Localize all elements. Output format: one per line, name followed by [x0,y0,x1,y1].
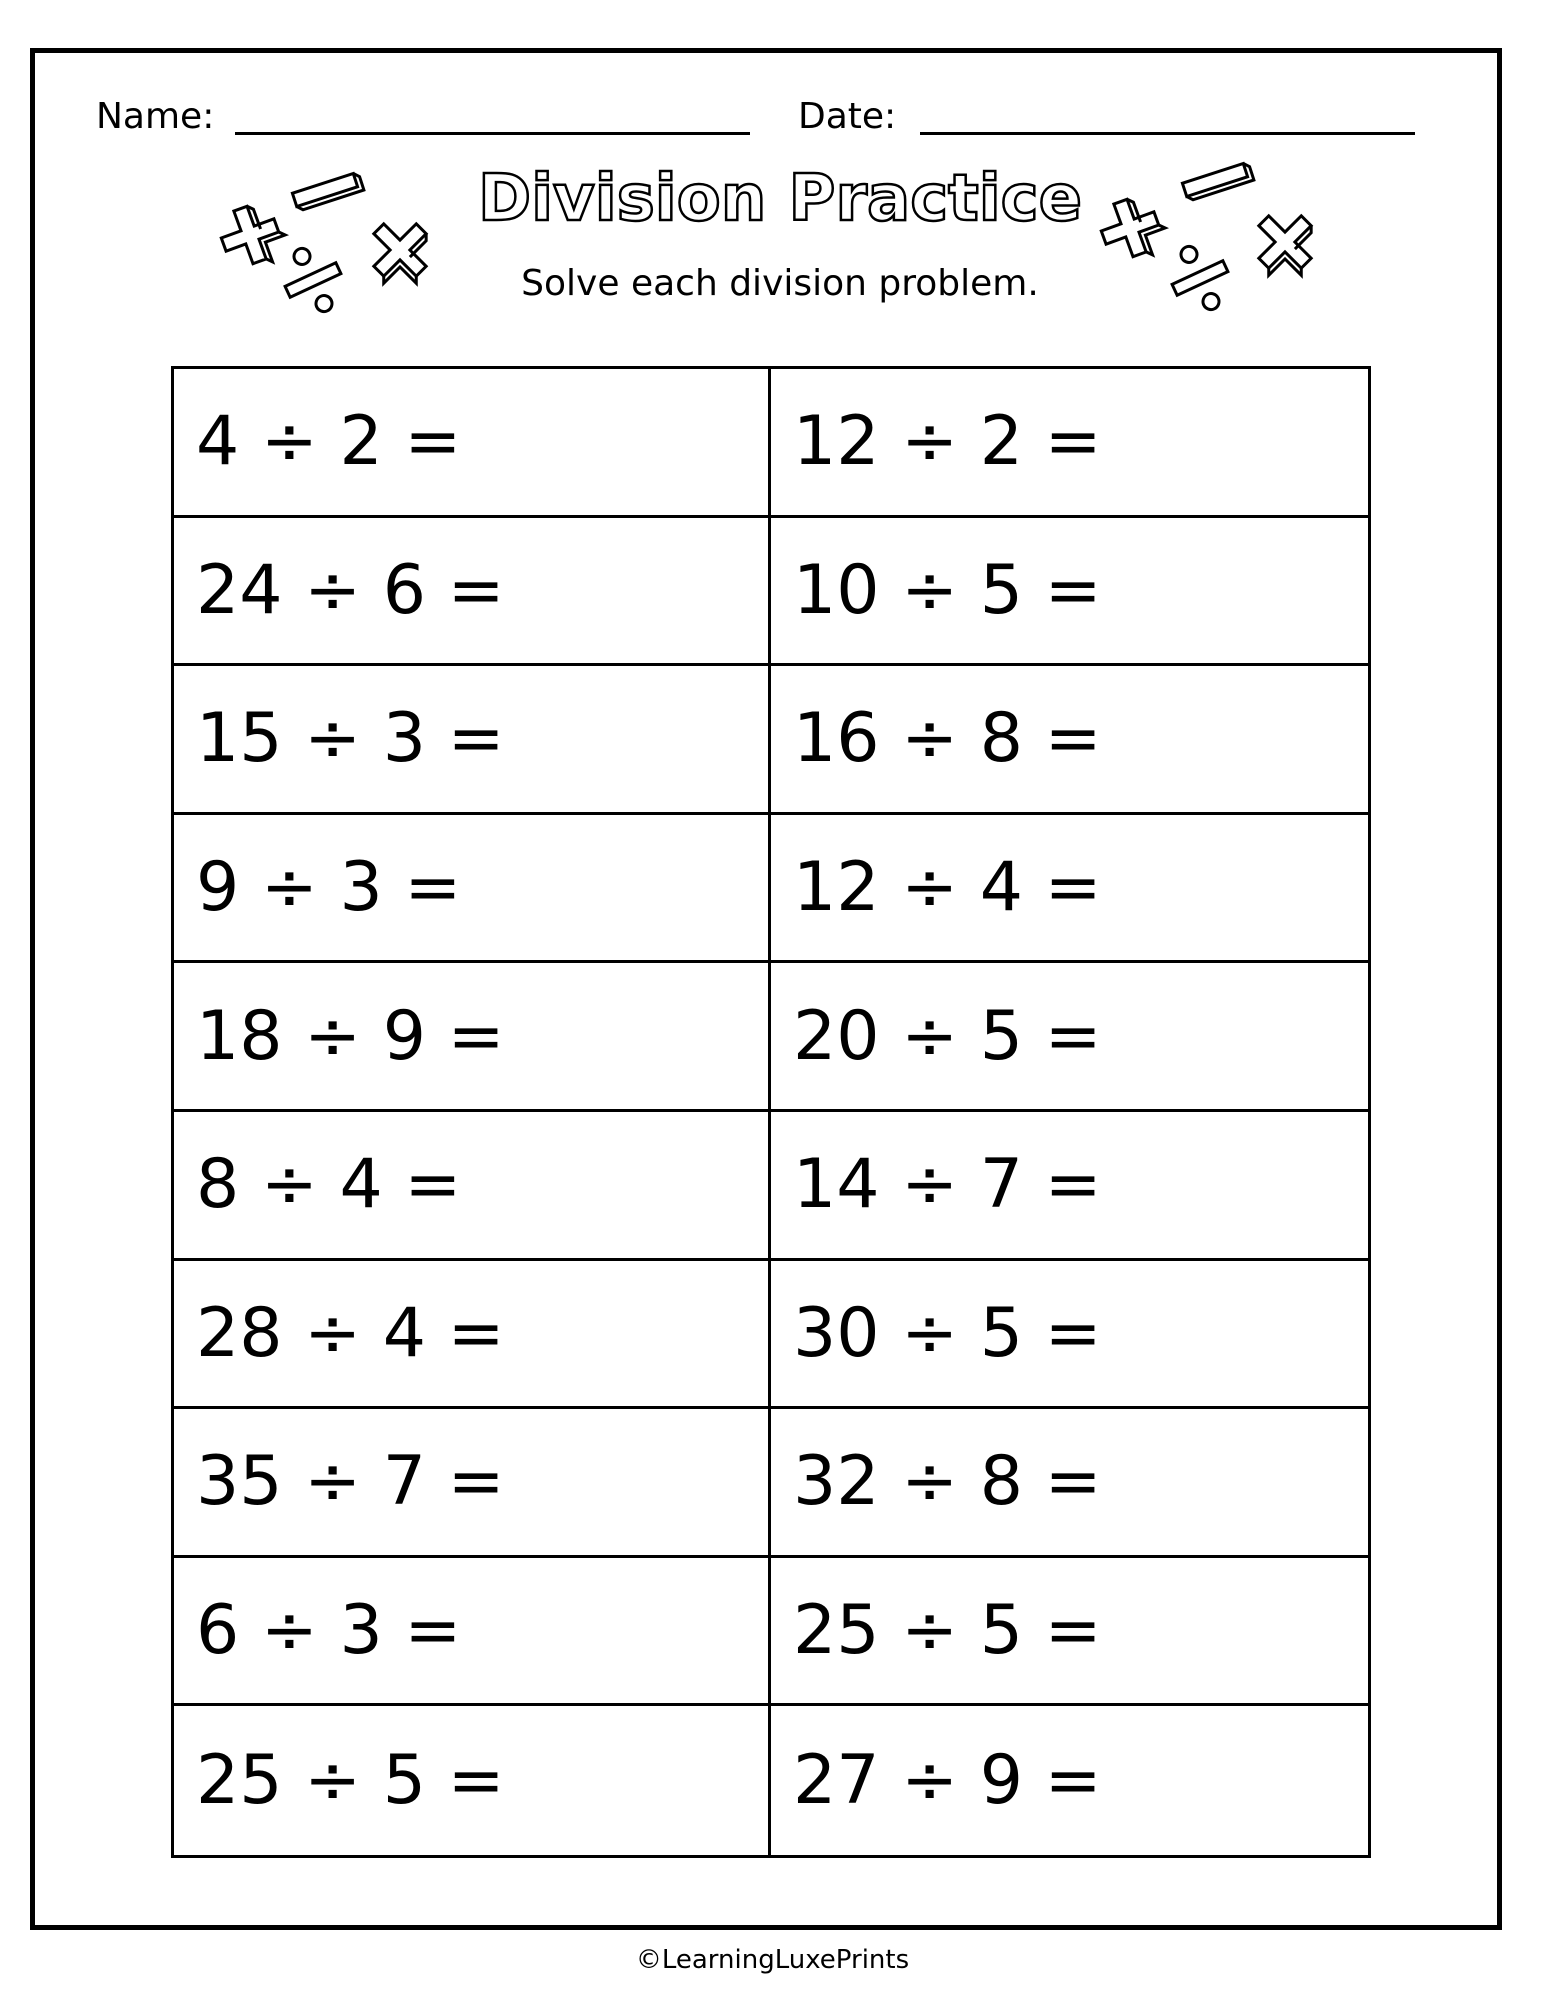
divide-icon [273,237,352,322]
problem-cell[interactable]: 32 ÷ 8 = [771,1409,1368,1558]
problem-cell[interactable]: 14 ÷ 7 = [771,1112,1368,1261]
copyright-footer: ©LearningLuxePrints [635,1945,910,1975]
problem-cell[interactable]: 20 ÷ 5 = [771,963,1368,1112]
problem-cell[interactable]: 18 ÷ 9 = [174,963,771,1112]
plus-icon [214,197,292,275]
minus-icon [1182,162,1253,201]
problem-cell[interactable]: 4 ÷ 2 = [174,369,771,518]
instructions: Solve each division problem. [521,263,1039,304]
times-icon [354,208,445,300]
problem-cell[interactable]: 12 ÷ 4 = [771,815,1368,964]
problem-cell[interactable]: 10 ÷ 5 = [771,518,1368,667]
problem-cell[interactable]: 30 ÷ 5 = [771,1261,1368,1410]
plus-icon [1094,190,1172,268]
problem-cell[interactable]: 16 ÷ 8 = [771,666,1368,815]
math-symbols-decoration-left [205,150,445,340]
divide-icon [1160,235,1239,320]
problem-cell[interactable]: 27 ÷ 9 = [793,1741,1102,1821]
date-field[interactable] [920,132,1415,135]
problem-cell[interactable]: 35 ÷ 7 = [174,1409,771,1558]
problem-cell[interactable]: 12 ÷ 2 = [771,369,1368,518]
name-field[interactable] [235,132,750,135]
page-title [470,158,1090,238]
problem-cell[interactable]: 9 ÷ 3 = [174,815,771,964]
times-icon [1239,200,1325,292]
problem-cell[interactable]: 25 ÷ 5 = [771,1558,1368,1707]
problem-cell[interactable]: 28 ÷ 4 = [174,1261,771,1410]
problem-cell[interactable]: 8 ÷ 4 = [174,1112,771,1261]
problem-cell[interactable]: 24 ÷ 6 = [174,518,771,667]
page-title-text: Division Practice [477,162,1083,236]
problem-cell[interactable]: 15 ÷ 3 = [174,666,771,815]
date-label: Date: [798,96,897,137]
minus-icon [292,172,363,211]
problem-cell[interactable]: 25 ÷ 5 = [174,1706,771,1855]
math-symbols-decoration-right [1085,150,1325,340]
name-label: Name: [96,96,215,137]
problem-cell[interactable]: 6 ÷ 3 = [174,1558,771,1707]
problems-table [171,366,1371,1858]
